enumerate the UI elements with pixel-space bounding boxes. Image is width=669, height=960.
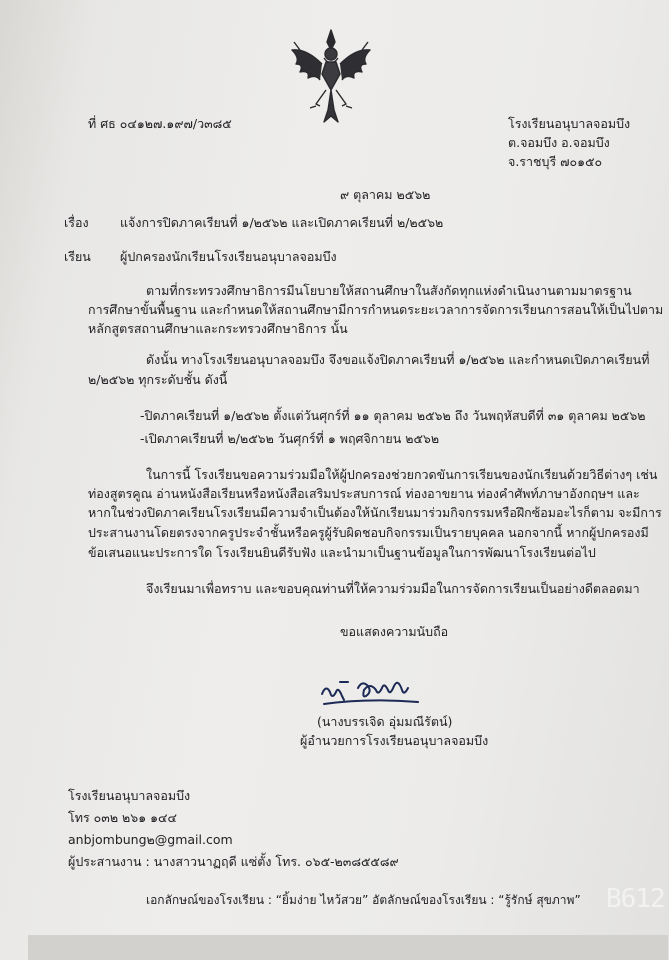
signature-icon xyxy=(318,670,423,710)
signer-title: ผู้อำนวยการโรงเรียนอนุบาลจอมบึง xyxy=(300,733,489,748)
paragraph-4: จึงเรียนมาเพื่อทราบ และขอบคุณท่านที่ให้ความร่วมมือในการจัดการเรียนเป็นอย่างดีตลอดมา xyxy=(146,581,640,596)
sender-school-name: โรงเรียนอนุบาลจอมบึง xyxy=(508,116,631,131)
recipient-label: เรียน xyxy=(64,249,91,264)
paragraph-3-line-3: หากในช่วงปิดภาคเรียนโรงเรียนมีความจำเป็นต้องให้นักเรียนมาร่วมกิจกรรมหรือฝึกซ้อมอะไรก็ตาม จะมีการ xyxy=(88,505,662,520)
footer-school-identity: เอกลักษณ์ของโรงเรียน : “ยิ้มง่าย ไหว้สวย” อัตลักษณ์ของโรงเรียน : “รู้รักษ์ สุขภาพ” xyxy=(146,893,581,907)
footer-coordinator: ผู้ประสานงาน : นางสาวนาฏฤดี แซ่ตั้ง โทร. ๐๖๕-๒๓๘๕๕๘๙ xyxy=(68,854,399,869)
paragraph-2-line-1: ดังนั้น ทางโรงเรียนอนุบาลจอมบึง จึงขอแจ้งปิดภาคเรียนที่ ๑/๒๕๖๒ และกำหนดเปิดภาคเรียนที่ xyxy=(146,352,650,367)
subject-label: เรื่อง xyxy=(64,215,89,230)
paragraph-1-line-2: การศึกษาขั้นพื้นฐาน และกำหนดให้สถานศึกษามีการกำหนดระยะเวลาการจัดการเรียนการสอนให้เป็นไปตาม xyxy=(88,302,664,317)
footer-phone: โทร ๐๓๒ ๒๖๑ ๑๔๔ xyxy=(68,810,177,825)
paragraph-1-line-3: หลักสูตรสถานศึกษาและกระทรวงศึกษาธิการ นั้น xyxy=(88,321,348,336)
closing-date-item: -ปิดภาคเรียนที่ ๑/๒๕๖๒ ตั้งแต่วันศุกร์ที่ ๑๑ ตุลาคม ๒๕๖๒ ถึง วันพฤหัสบดีที่ ๓๑ ตุลาคม ๒๕๖๒ xyxy=(140,408,646,423)
paragraph-2-line-2: ๒/๒๕๖๒ ทุกระดับชั้น ดังนี้ xyxy=(88,372,228,387)
sender-address-province: จ.ราชบุรี ๗๐๑๕๐ xyxy=(508,154,603,169)
recipient-text: ผู้ปกครองนักเรียนโรงเรียนอนุบาลจอมบึง xyxy=(120,249,337,264)
paragraph-3-line-2: ท่องสูตรคูณ อ่านหนังสือเรียนหรือหนังสือเสริมประสบการณ์ ท่องอาขยาน ท่องคำศัพท์ภาษาอังกฤษฯ และ xyxy=(88,486,640,501)
camera-app-watermark: B612 xyxy=(606,884,665,914)
sender-address-district: ต.จอมบึง อ.จอมบึง xyxy=(508,135,610,150)
paragraph-3-line-5: ข้อเสนอแนะประการใด โรงเรียนยินดีรับฟัง และนำมาเป็นฐานข้อมูลในการพัฒนาโรงเรียนต่อไป xyxy=(88,545,596,560)
footer-email: anbjombung๒@gmail.com xyxy=(68,832,233,847)
signer-name: (นางบรรเจิด อุ่มมณีรัตน์) xyxy=(317,714,453,729)
paragraph-3-line-1: ในการนี้ โรงเรียนขอความร่วมมือให้ผู้ปกครองช่วยกวดขันการเรียนของนักเรียนด้วยวิธีต่างๆ เช่น xyxy=(146,467,658,482)
garuda-emblem-icon xyxy=(286,28,376,126)
closing-phrase: ขอแสดงความนับถือ xyxy=(340,624,449,639)
reference-number: ที่ ศธ ๐๔๑๒๗.๑๙๗/ว๓๘๕ xyxy=(88,116,232,131)
opening-date-item: -เปิดภาคเรียนที่ ๒/๒๕๖๒ วันศุกร์ที่ ๑ พฤศจิกายน ๒๕๖๒ xyxy=(140,431,440,446)
footer-school-name: โรงเรียนอนุบาลจอมบึง xyxy=(68,788,191,803)
page-bottom-shadow xyxy=(28,935,668,960)
paragraph-3-line-4: ประสานงานโดยตรงจากครูประจำชั้นหรือครูผู้รับผิดชอบกิจกรรมเป็นรายบุคคล นอกจากนี้ หากผู้ปกครองมี xyxy=(88,525,649,540)
letter-date: ๙ ตุลาคม ๒๕๖๒ xyxy=(340,187,431,202)
paragraph-1-line-1: ตามที่กระทรวงศึกษาธิการมีนโยบายให้สถานศึกษาในสังกัดทุกแห่งดำเนินงานตามมาตรฐาน xyxy=(146,283,632,298)
subject-text: แจ้งการปิดภาคเรียนที่ ๑/๒๕๖๒ และเปิดภาคเรียนที่ ๒/๒๕๖๒ xyxy=(120,215,444,230)
